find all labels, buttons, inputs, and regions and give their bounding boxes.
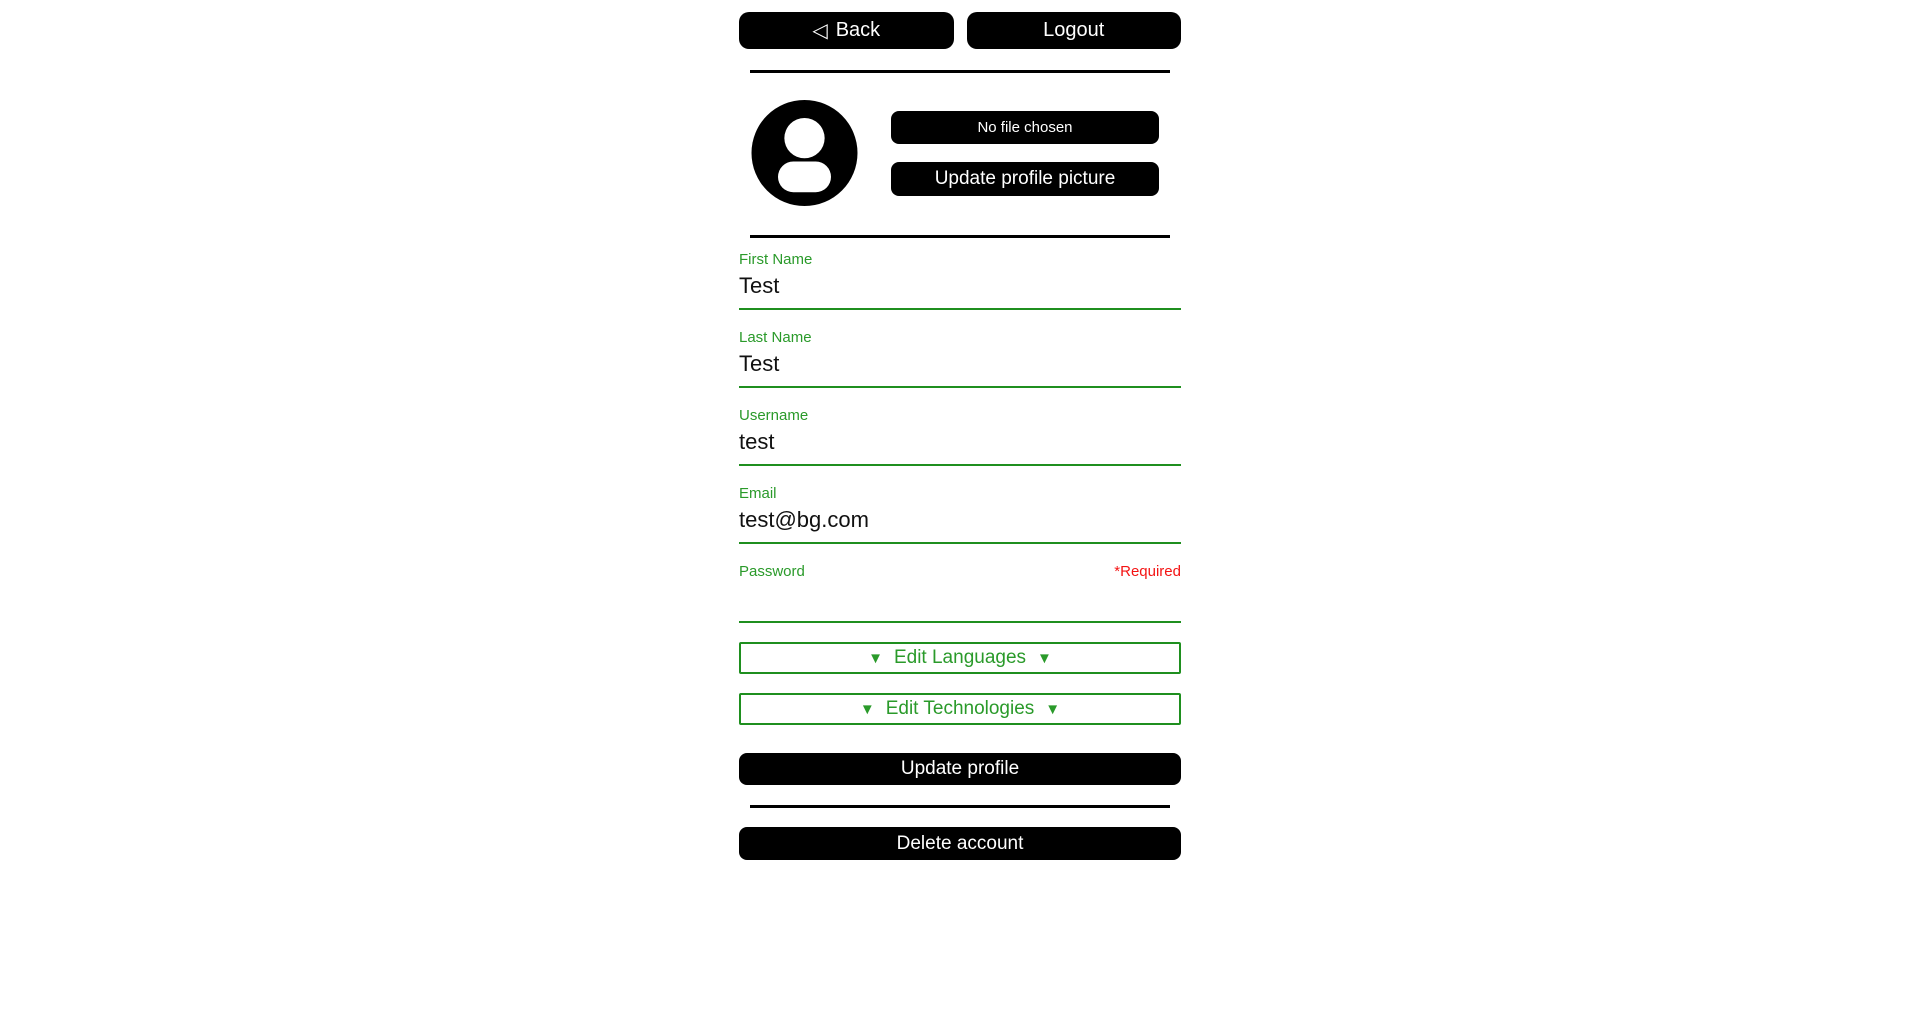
first-name-field-block	[739, 251, 1181, 310]
first-name-label: First Name	[739, 251, 813, 268]
account-circle-icon	[751, 100, 858, 206]
profile-picture-section	[739, 100, 1181, 206]
logout-button[interactable]	[967, 12, 1182, 49]
edit-technologies-label: Edit Technologies	[885, 698, 1035, 719]
chevron-down-icon: ▼	[868, 649, 883, 667]
chevron-down-icon: ▼	[1037, 649, 1052, 667]
edit-languages-label: Edit Languages	[893, 647, 1027, 668]
edit-technologies-button[interactable]	[739, 693, 1181, 725]
delete-account-button[interactable]	[739, 827, 1181, 860]
picture-buttons	[891, 111, 1159, 196]
divider-top	[750, 70, 1170, 73]
divider-bottom	[750, 805, 1170, 808]
edit-languages-button[interactable]	[739, 642, 1181, 674]
email-label: Email	[739, 485, 777, 502]
password-label: Password	[739, 563, 805, 580]
password-label-row	[739, 563, 1181, 581]
last-name-input[interactable]	[739, 347, 1181, 388]
username-label: Username	[739, 407, 809, 424]
chevron-down-icon: ▼	[859, 700, 875, 718]
chevron-down-icon: ▼	[1045, 700, 1061, 718]
first-name-input[interactable]	[739, 269, 1181, 310]
update-profile-picture-label: Update profile picture	[934, 167, 1116, 189]
topbar	[739, 12, 1181, 49]
back-button-label: Back	[835, 19, 881, 41]
last-name-field-block	[739, 329, 1181, 388]
divider-form	[750, 235, 1170, 238]
file-input-label: No file chosen	[977, 118, 1073, 136]
email-input[interactable]	[739, 503, 1181, 544]
email-field-block	[739, 485, 1181, 544]
last-name-label: Last Name	[739, 329, 812, 346]
file-input-button[interactable]	[891, 111, 1159, 144]
update-profile-button[interactable]	[739, 753, 1181, 785]
logout-button-label: Logout	[1043, 19, 1105, 41]
delete-account-label: Delete account	[896, 832, 1024, 854]
password-field-block	[739, 563, 1181, 623]
update-profile-picture-button[interactable]	[891, 162, 1159, 196]
password-input[interactable]	[739, 581, 1181, 623]
password-required-note: *Required	[1114, 563, 1181, 580]
username-input[interactable]	[739, 425, 1181, 466]
username-field-block	[739, 407, 1181, 466]
back-arrow-icon: ◁	[812, 20, 828, 42]
profile-form	[739, 251, 1181, 623]
update-profile-label: Update profile	[900, 758, 1020, 779]
back-button[interactable]	[739, 12, 954, 49]
profile-page	[739, 12, 1181, 860]
